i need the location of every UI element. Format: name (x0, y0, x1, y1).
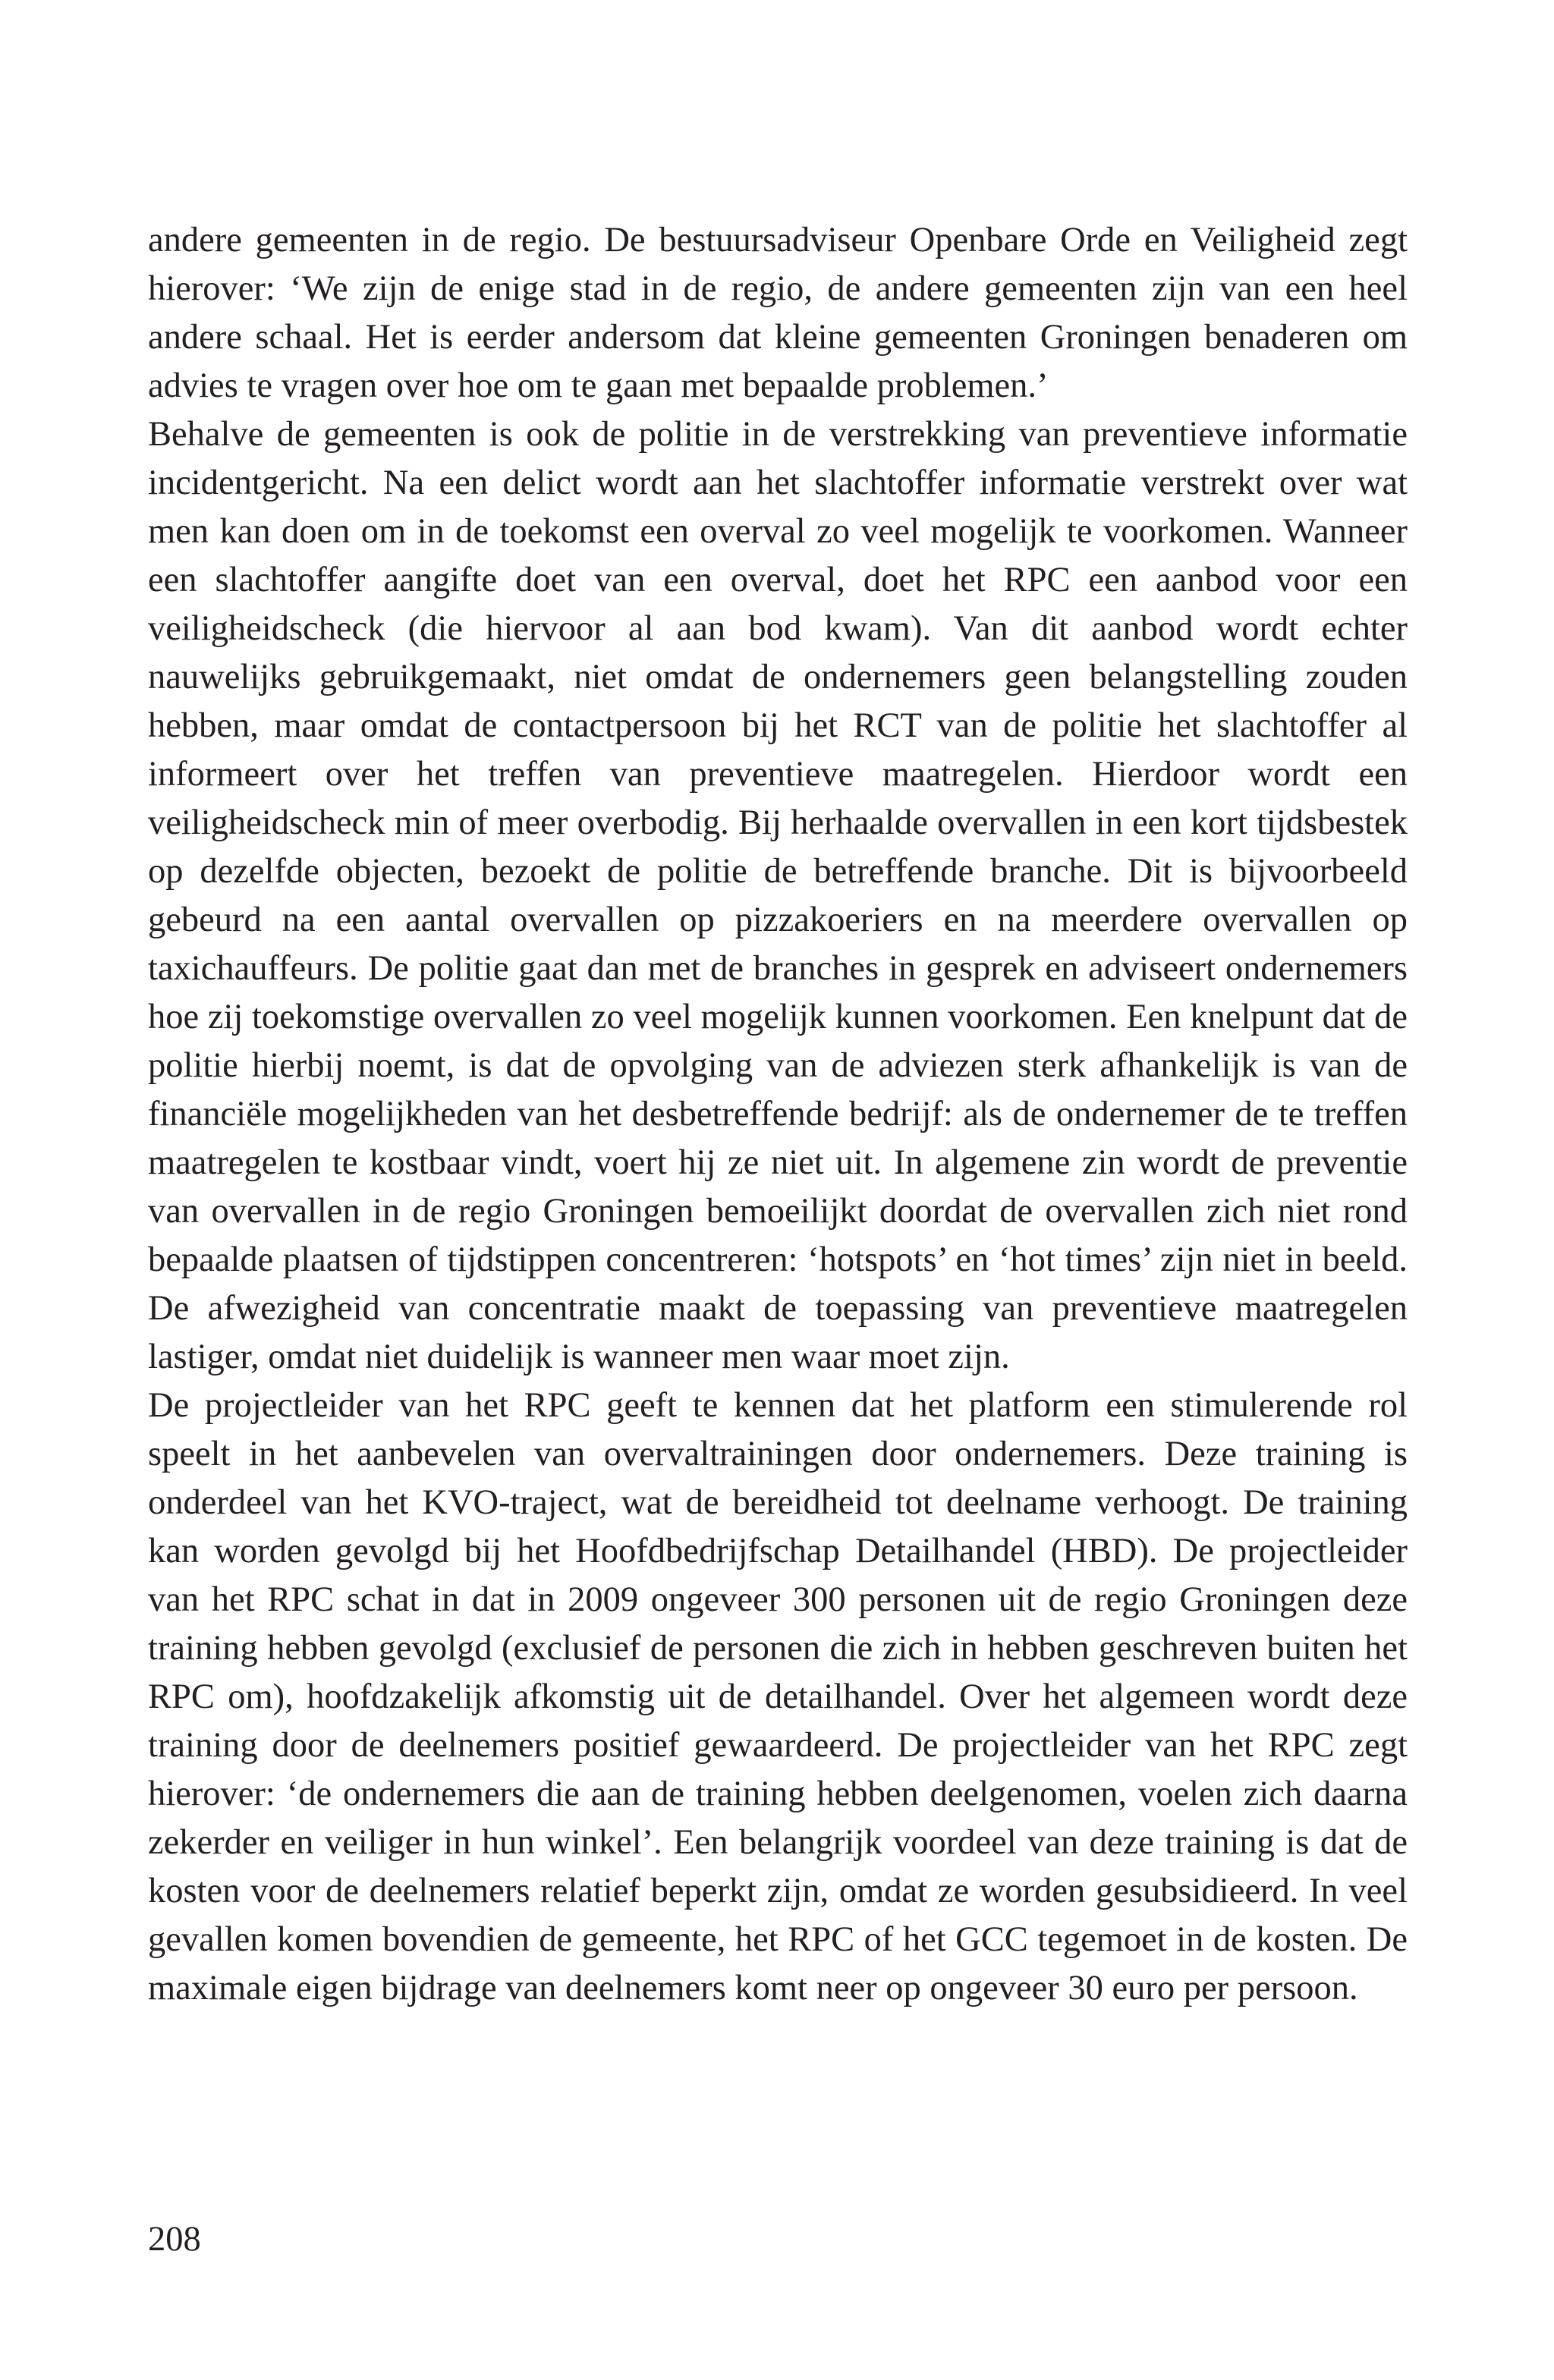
paragraph-2: Behalve de gemeenten is ook de politie in de verstrekking van preventieve informatie incidentgericht. Na een delict wordt aan het slachtoffer informatie verstrekt over wat men kan doen om in de toekomst een overval zo veel mogelijk te voorkomen. Wanneer een slachtoffer aangifte doet van een overval, doet het RPC een aanbod voor een veiligheidscheck (die hiervoor al aan bod kwam). Van dit aanbod wordt echter nauwelijks gebruikgemaakt, niet omdat de ondernemers geen belangstelling zouden hebben, maar omdat de contactpersoon bij het RCT van de politie het slachtoffer al informeert over het treffen van preventieve maatregelen. Hierdoor wordt een veiligheidscheck min of meer overbodig. Bij herhaalde overvallen in een kort tijdsbestek op dezelfde objecten, bezoekt de politie de betreffende branche. Dit is bijvoorbeeld gebeurd na een aantal overvallen op pizzakoeriers en na meerdere overvallen op taxichauffeurs. De politie gaat dan met de branches in gesprek en adviseert ondernemers hoe zij toekomstige overvallen zo veel mogelijk kunnen voorkomen. Een knelpunt dat de politie hierbij noemt, is dat de opvolging van de adviezen sterk afhankelijk is van de financiële mogelijkheden van het desbetreffende bedrijf: als de ondernemer de te treffen maatregelen te kostbaar vindt, voert hij ze niet uit. In algemene zin wordt de preventie van overvallen in de regio Groningen bemoeilijkt doordat de overvallen zich niet rond bepaalde plaatsen of tijdstippen concentreren: ‘hotspots’ en ‘hot times’ zijn niet in beeld. De afwezigheid van concentratie maakt de toepassing van preventieve maatregelen lastiger, omdat niet duidelijk is wanneer men waar moet zijn. (148, 415, 1408, 1376)
body-text (148, 216, 1408, 2013)
paragraph-1: andere gemeenten in de regio. De bestuursadviseur Openbare Orde en Veiligheid zegt hierover: ‘We zijn de enige stad in de regio, de andere gemeenten zijn van een heel andere schaal. Het is eerder andersom dat kleine gemeenten Groningen benaderen om advies te vragen over hoe om te gaan met bepaalde problemen.’ (148, 221, 1408, 405)
page-number: 208 (148, 2220, 201, 2259)
paragraph-3: De projectleider van het RPC geeft te kennen dat het platform een stimulerende rol speelt in het aanbevelen van overvaltrainingen door ondernemers. Deze training is onderdeel van het KVO-traject, wat de bereidheid tot deelname verhoogt. De training kan worden gevolgd bij het Hoofdbedrijfschap Detailhandel (HBD). De projectleider van het RPC schat in dat in 2009 ongeveer 300 personen uit de regio Groningen deze training hebben gevolgd (exclusief de personen die zich in hebben geschreven buiten het RPC om), hoofdzakelijk afkomstig uit de detailhandel. Over het algemeen wordt deze training door de deelnemers positief gewaardeerd. De projectleider van het RPC zegt hierover: ‘de ondernemers die aan de training hebben deelgenomen, voelen zich daarna zekerder en veiliger in hun winkel’. Een belangrijk voordeel van deze training is dat de kosten voor de deelnemers relatief beperkt zijn, omdat ze worden gesubsidieerd. In veel gevallen komen bovendien de gemeente, het RPC of het GCC tegemoet in de kosten. De maximale eigen bijdrage van deelnemers komt neer op ongeveer 30 euro per persoon. (148, 1386, 1408, 2007)
